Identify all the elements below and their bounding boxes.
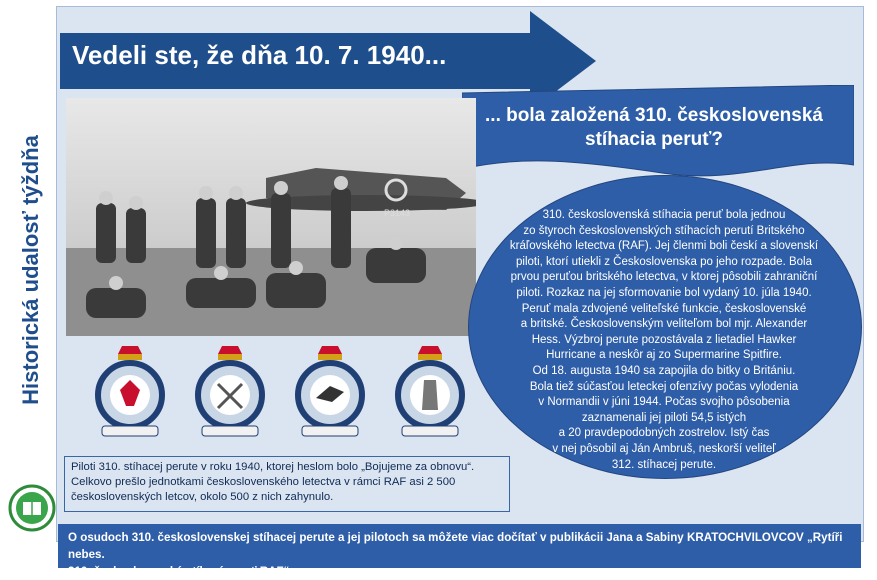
side-title bbox=[14, 90, 48, 450]
info-line: 310. československá stíhacia peruť bola jednou bbox=[542, 209, 786, 221]
info-oval-text bbox=[498, 208, 830, 473]
side-title-text: Historická udalosť týždňa bbox=[18, 135, 43, 405]
info-line: kráľovského letectva (RAF). Jej členmi boli českí a slovenskí bbox=[509, 240, 819, 253]
info-line: zaznamenali jej piloti 54,5 istých bbox=[581, 411, 747, 424]
info-line: a 20 pravdepodobných zostrelov. Istý čas bbox=[558, 427, 770, 440]
info-line: prvou peruťou britského letectva, v ktorej pôsobili zahraniční bbox=[510, 271, 818, 284]
info-line: a britské. Československým veliteľom bol mjr. Alexander bbox=[520, 318, 808, 331]
info-line: piloti, ktorí utiekli z Československa po jeho rozpade. Bola bbox=[516, 255, 812, 268]
info-line: Bola tiež súčasťou leteckej ofenzívy počas vylodenia bbox=[529, 380, 799, 393]
squadron-badge-icon bbox=[182, 340, 278, 440]
info-line: piloti. Rozkaz na jej sformovanie bol vydaný 10. júla 1940. bbox=[516, 286, 812, 299]
footer-note bbox=[58, 524, 861, 578]
info-line: v nej pôsobil aj Ján Ambruš, neskorší veliteľ bbox=[552, 442, 776, 455]
squadron-badges bbox=[82, 340, 462, 440]
info-line: 312. stíhacej perute. bbox=[611, 458, 717, 471]
banner-line-1: ... bola založená 310. československá bbox=[485, 105, 823, 126]
arrow-title: Vedeli ste, že dňa 10. 7. 1940... bbox=[72, 40, 447, 70]
info-line: Hess. Výzbroj perute pozostávala z lietadiel Hawker bbox=[531, 333, 797, 346]
banner-line-2: stíhacia peruť? bbox=[585, 129, 723, 150]
banner-title bbox=[468, 104, 840, 152]
squadron-badge-icon bbox=[82, 340, 178, 440]
aircraft-code: P3143 bbox=[384, 208, 411, 218]
info-line: v Normandii v júni 1944. Počas svojho pôsobenia bbox=[538, 396, 790, 409]
squadron-badge-icon bbox=[282, 340, 378, 440]
photo-caption: Piloti 310. stíhacej perute v roku 1940, ktorej heslom bolo „Bojujeme za obnovu“. Celkovo prešlo jednotkami československého letectva v rámci RAF asi 2 500 československých letcov, okolo 500 z nich zahynulo. bbox=[64, 456, 510, 512]
footer-line-1: O osudoch 310. československej stíhacej perute a jej pilotoch sa môžete viac dočítať v publikácii Jana a Sabiny KRATOCHVILOVCOV „Rytíři nebes. bbox=[68, 531, 843, 561]
squadron-badge-icon bbox=[382, 340, 478, 440]
info-line: zo štyroch československých stíhacích perutí Britského bbox=[523, 224, 805, 237]
library-logo-icon bbox=[8, 484, 56, 532]
info-line: Peruť mala zdvojené veliteľské funkcie, československé bbox=[521, 302, 807, 315]
footer-line-2: 310. československá stíhací peruť RAF“. bbox=[68, 565, 293, 578]
info-line: Hurricane a neskôr aj zo Supermarine Spitfire. bbox=[546, 349, 782, 362]
info-line: Od 18. augusta 1940 sa zapojila do bitky o Britániu. bbox=[532, 364, 796, 377]
pilots-photo bbox=[66, 98, 476, 336]
